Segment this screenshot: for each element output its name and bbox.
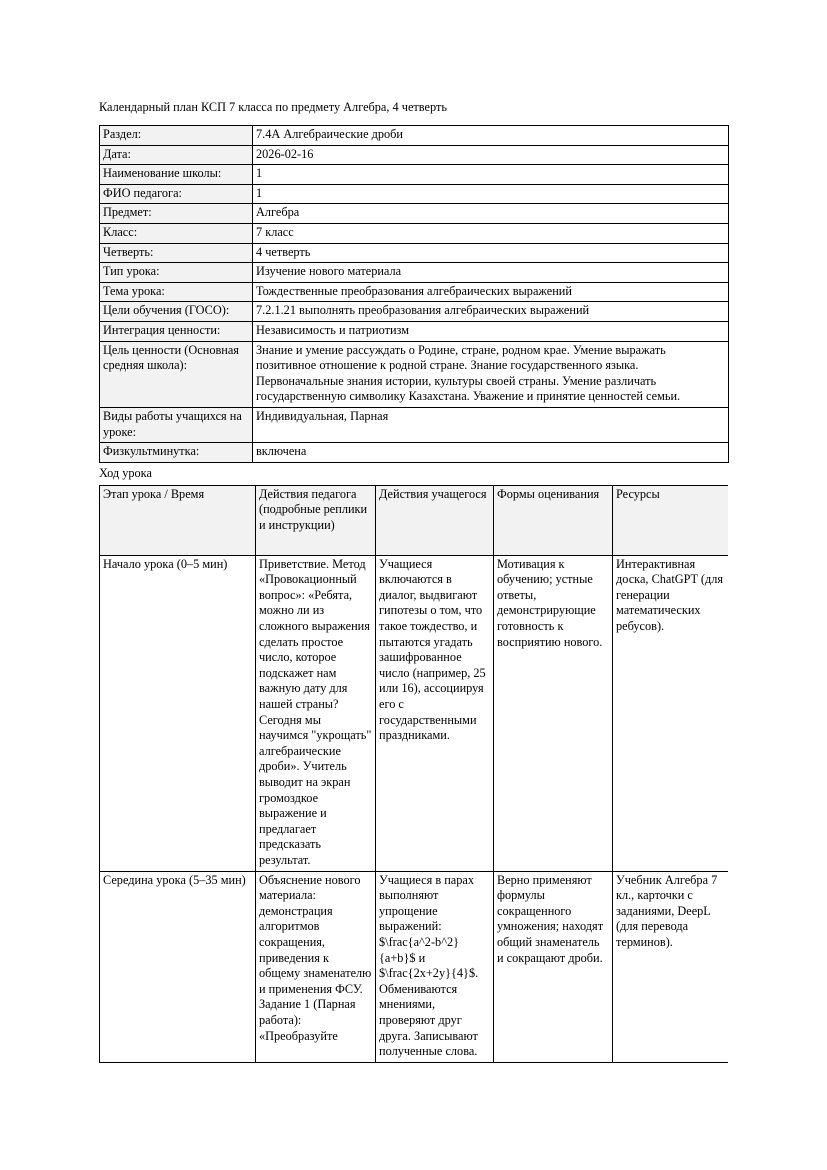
table-row bbox=[100, 243, 729, 263]
info-value-data: 2026-02-16 bbox=[253, 145, 729, 165]
section-heading-lesson-flow: Ход урока bbox=[99, 465, 152, 480]
info-value-objectives: 7.2.1.21 выполнять преобразования алгебраических выражений bbox=[253, 302, 729, 322]
table-row bbox=[100, 341, 729, 407]
table-row bbox=[100, 321, 729, 341]
info-label-value-integration: Интеграция ценности: bbox=[100, 321, 253, 341]
cell-teacher-lesson-middle: Объяснение нового материала: демонстрация алгоритмов сокращения, приведения к общему знаменателю и применения ФСУ. Задание 1 (Парная работа): «Преобразуйте bbox=[256, 871, 376, 1062]
table-header-row bbox=[100, 485, 729, 555]
table-row bbox=[100, 263, 729, 283]
table-row bbox=[100, 165, 729, 185]
table-row bbox=[100, 443, 729, 463]
table-row bbox=[100, 302, 729, 322]
info-value-value-goal: Знание и умение рассуждать о Родине, стране, родном крае. Умение выражать позитивное отношение к родной стране. Знание государственного языка. Первоначальные знания истории, культуры своей страны. Умение различать государственную символику Казахстана. Уважение и принятие ценностей семьи. bbox=[253, 341, 729, 407]
cell-assessment-lesson-middle: Верно применяют формулы сокращенного умножения; находят общий знаменатель и сокращают дроби. bbox=[494, 871, 613, 1062]
lesson-flow-table-clip bbox=[99, 485, 728, 1099]
info-value-value-integration: Независимость и патриотизм bbox=[253, 321, 729, 341]
info-label-data: Дата: bbox=[100, 145, 253, 165]
cell-stage-lesson-middle: Середина урока (5–35 мин) bbox=[100, 871, 256, 1062]
info-value-grade: 7 класс bbox=[253, 223, 729, 243]
info-label-school: Наименование школы: bbox=[100, 165, 253, 185]
table-row bbox=[100, 407, 729, 442]
column-header-student-actions: Действия учащегося bbox=[376, 485, 494, 555]
cell-teacher-lesson-start: Приветствие. Метод «Провокационный вопрос»: «Ребята, можно ли из сложного выражения сделать простое число, которое подскажет нам важную дату для нашей страны? Сегодня мы научимся "укрощать" алгебраические дроби». Учитель выводит на экран громоздкое выражение и предлагает предсказать результат. bbox=[256, 555, 376, 871]
info-label-work-types: Виды работы учащихся на уроке: bbox=[100, 407, 253, 442]
table-row bbox=[100, 282, 729, 302]
table-row bbox=[100, 145, 729, 165]
info-label-value-goal: Цель ценности (Основная средняя школа): bbox=[100, 341, 253, 407]
table-row bbox=[100, 555, 729, 871]
info-label-objectives: Цели обучения (ГОСО): bbox=[100, 302, 253, 322]
cell-resources-lesson-start: Интерактивная доска, ChatGPT (для генерации математических ребусов). bbox=[613, 555, 729, 871]
table-row bbox=[100, 871, 729, 1062]
column-header-assessment-forms: Формы оценивания bbox=[494, 485, 613, 555]
info-value-work-types: Индивидуальная, Парная bbox=[253, 407, 729, 442]
lesson-flow-table-head bbox=[100, 485, 729, 555]
info-label-grade: Класс: bbox=[100, 223, 253, 243]
info-label-lesson-type: Тип урока: bbox=[100, 263, 253, 283]
lesson-flow-table-body bbox=[100, 555, 729, 1062]
lesson-info-table-body bbox=[100, 126, 729, 463]
cell-student-lesson-start: Учащиеся включаются в диалог, выдвигают гипотезы о том, что такое тождество, и пытаются угадать зашифрованное число (например, 25 или 16), ассоциируя его с государственными праздниками. bbox=[376, 555, 494, 871]
table-row bbox=[100, 126, 729, 146]
column-header-teacher-actions: Действия педагога (подробные реплики и инструкции) bbox=[256, 485, 376, 555]
column-header-stage: Этап урока / Время bbox=[100, 485, 256, 555]
info-value-razdel: 7.4А Алгебраические дроби bbox=[253, 126, 729, 146]
cell-student-lesson-middle: Учащиеся в парах выполняют упрощение выражений: $\frac{a^2-b^2}{a+b}$ и $\frac{2x+2y}{4}$. Обмениваются мнениями, проверяют друг друга. Записывают полученные слова. bbox=[376, 871, 494, 1062]
info-label-razdel: Раздел: bbox=[100, 126, 253, 146]
info-value-physical-break: включена bbox=[253, 443, 729, 463]
info-value-teacher: 1 bbox=[253, 184, 729, 204]
info-label-physical-break: Физкультминутка: bbox=[100, 443, 253, 463]
info-value-school: 1 bbox=[253, 165, 729, 185]
column-header-resources: Ресурсы bbox=[613, 485, 729, 555]
info-value-subject: Алгебра bbox=[253, 204, 729, 224]
lesson-info-table bbox=[99, 125, 729, 463]
info-value-lesson-topic: Тождественные преобразования алгебраических выражений bbox=[253, 282, 729, 302]
page-title: Календарный план КСП 7 класса по предмету Алгебра, 4 четверть bbox=[99, 100, 447, 114]
info-label-quarter: Четверть: bbox=[100, 243, 253, 263]
table-row bbox=[100, 204, 729, 224]
page-content bbox=[99, 100, 728, 1099]
info-label-teacher: ФИО педагога: bbox=[100, 184, 253, 204]
info-label-subject: Предмет: bbox=[100, 204, 253, 224]
lesson-flow-table bbox=[99, 485, 728, 1063]
info-value-lesson-type: Изучение нового материала bbox=[253, 263, 729, 283]
info-label-lesson-topic: Тема урока: bbox=[100, 282, 253, 302]
cell-resources-lesson-middle: Учебник Алгебра 7 кл., карточки с заданиями, DeepL (для перевода терминов). bbox=[613, 871, 729, 1062]
cell-assessment-lesson-start: Мотивация к обучению; устные ответы, демонстрирующие готовность к восприятию нового. bbox=[494, 555, 613, 871]
table-row bbox=[100, 223, 729, 243]
info-value-quarter: 4 четверть bbox=[253, 243, 729, 263]
cell-stage-lesson-start: Начало урока (0–5 мин) bbox=[100, 555, 256, 871]
table-row bbox=[100, 184, 729, 204]
